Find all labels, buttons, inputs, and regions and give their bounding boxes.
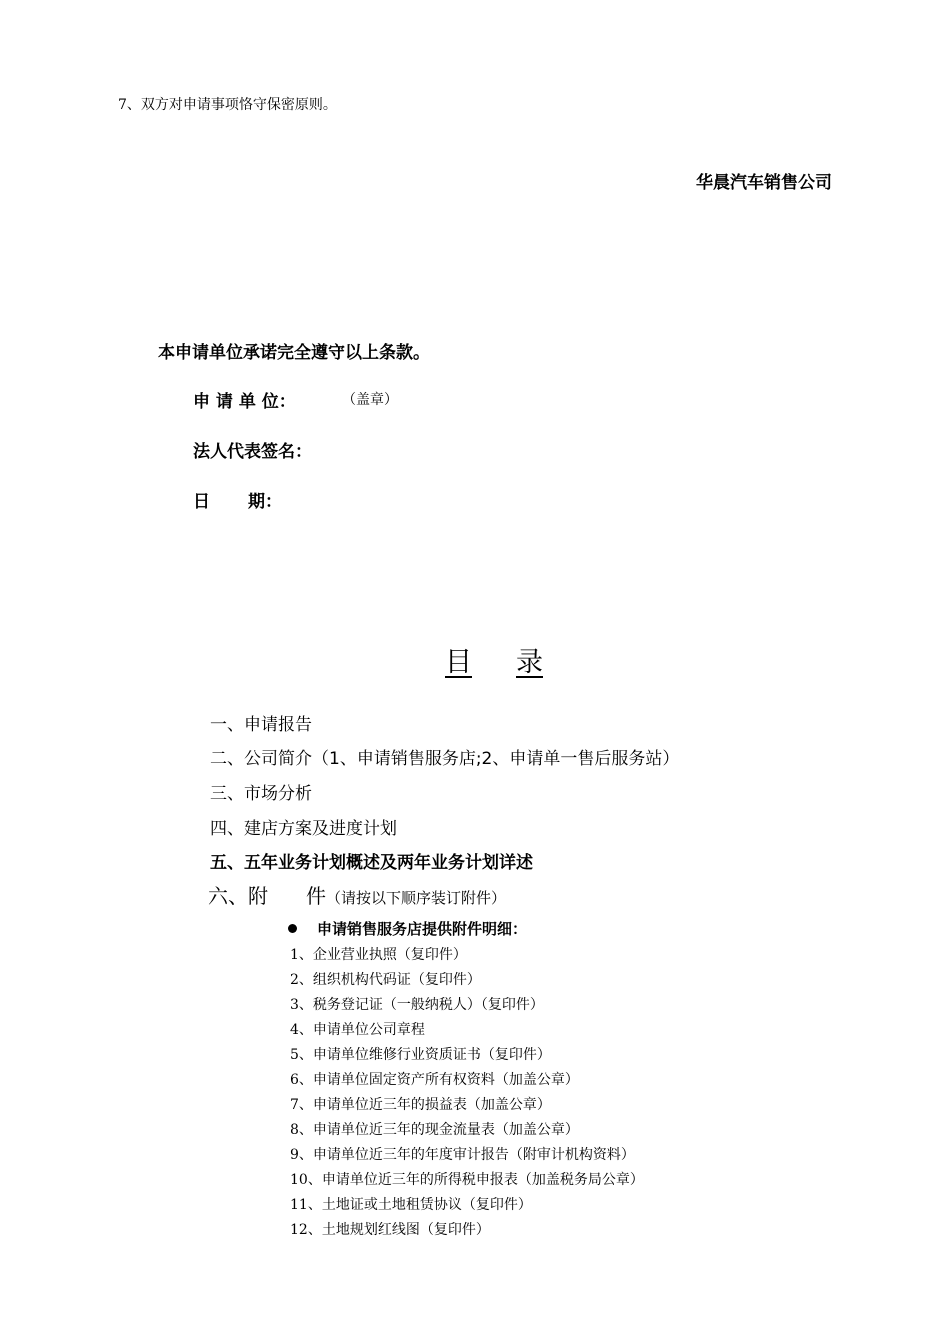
date-label-b: 期： (248, 492, 282, 512)
applicant-row (193, 387, 296, 412)
attachment-item: 8、申请单位近三年的现金流量表（加盖公章） (290, 1122, 579, 1138)
date-row (193, 487, 282, 512)
seal-note: （盖章） (342, 392, 398, 408)
toc-item-6-b: 件 (306, 884, 326, 908)
attachments-heading: 申请销售服务店提供附件明细： (317, 920, 528, 938)
attachment-item: 4、申请单位公司章程 (290, 1022, 425, 1038)
attachment-item: 3、税务登记证（一般纳税人）（复印件） (290, 997, 544, 1013)
toc-item-6 (208, 880, 506, 909)
company-name: 华晨汽车销售公司 (696, 173, 832, 193)
attachment-item: 9、申请单位近三年的年度审计报告（附审计机构资料） (290, 1147, 635, 1163)
toc-item-6-a: 六、附 (208, 884, 268, 908)
legal-rep-row (193, 437, 312, 462)
attachment-item: 12、土地规划红线图（复印件） (290, 1222, 490, 1238)
clause-7: 7、双方对申请事项恪守保密原则。 (118, 97, 337, 113)
attachment-item: 1、企业营业执照（复印件） (290, 947, 467, 963)
toc-item-6-note: （请按以下顺序装订附件） (326, 889, 507, 907)
toc-item-5: 五、五年业务计划概述及两年业务计划详述 (210, 853, 533, 873)
attachment-item: 5、申请单位维修行业资质证书（复印件） (290, 1047, 551, 1063)
toc-title-b: 录 (516, 647, 543, 678)
bullet-icon (288, 924, 297, 933)
toc-item-4: 四、建店方案及进度计划 (210, 819, 397, 839)
toc-item-3: 三、市场分析 (210, 784, 312, 804)
date-label-a: 日 (193, 492, 210, 512)
commitment-statement: 本申请单位承诺完全遵守以上条款。 (158, 343, 430, 363)
attachment-item: 7、申请单位近三年的损益表（加盖公章） (290, 1097, 551, 1113)
toc-item-2: 二、公司简介（1、申请销售服务店;2、申请单一售后服务站） (210, 749, 680, 769)
attachment-item: 10、申请单位近三年的所得税申报表（加盖税务局公章） (290, 1172, 644, 1188)
toc-item-1: 一、申请报告 (210, 715, 312, 735)
attachments-heading-row (288, 918, 527, 939)
toc-title (445, 640, 543, 679)
attachment-item: 11、土地证或土地租赁协议（复印件） (290, 1197, 532, 1213)
attachment-item: 6、申请单位固定资产所有权资料（加盖公章） (290, 1072, 579, 1088)
toc-title-a: 目 (445, 647, 472, 678)
attachment-item: 2、组织机构代码证（复印件） (290, 972, 481, 988)
applicant-label: 申 请 单 位： (193, 392, 296, 412)
legal-rep-label: 法人代表签名： (193, 442, 312, 462)
